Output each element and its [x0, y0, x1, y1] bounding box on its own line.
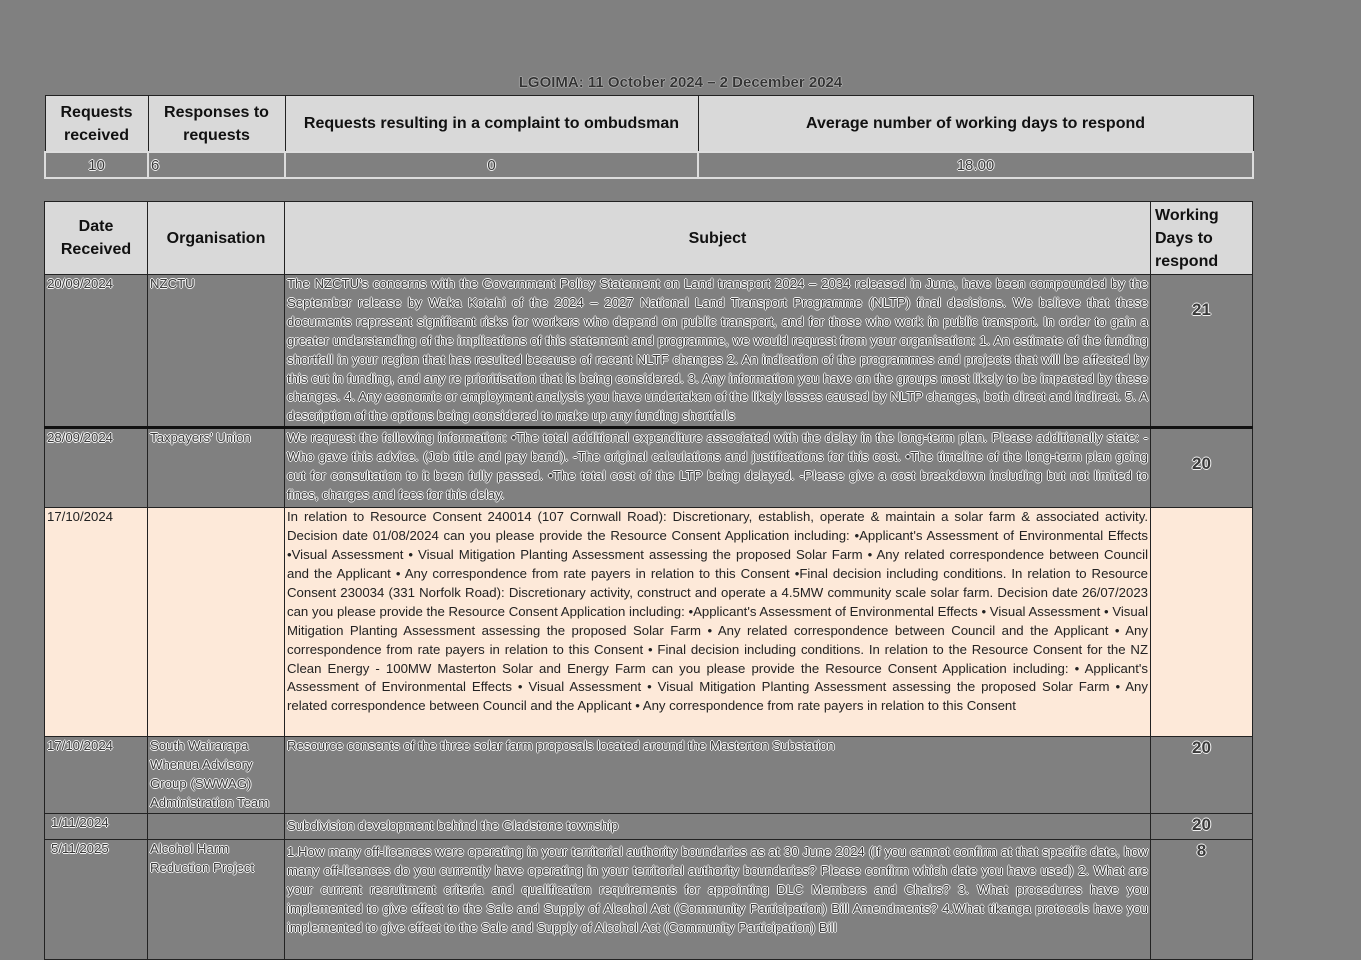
value-average-days: 18.00 — [698, 152, 1253, 178]
subject-cell: Resource consents of the three solar farm proposals located around the Masterton Substation — [285, 737, 1151, 814]
header-responses: Responses to requests — [148, 96, 285, 153]
header-organisation: Organisation — [148, 202, 285, 275]
working-days-cell: 20 — [1151, 737, 1253, 814]
date-cell: 1/11/2024 — [45, 813, 148, 839]
organisation-cell — [148, 508, 285, 737]
header-working-days: Working Days to respond — [1151, 202, 1253, 275]
organisation-cell: South Wairarapa Whenua Advisory Group (SWWAG) Administration Team — [148, 737, 285, 814]
table-row — [45, 839, 1253, 959]
table-row — [45, 275, 1253, 428]
table-row — [45, 813, 1253, 839]
subject-cell: 1.How many off-licences were operating in your territorial authority boundaries as at 30 June 2024 (If you cannot confirm at that specific date, how many off-licences do you currently have operating in your territorial authority boundaries? Please confirm which date you have used) 2. What are your current recruitment criteria and qualification requirements for appointing DLC Members and Chairs? 3. What procedures have you implemented to give effect to the Sale and Supply of Alcohol Act (Community Participation) Bill Amendments? 4.What tikanga protocols have you implemented to give effect to the Sale and Supply of Alcohol Act (Community Participation) Bill — [285, 839, 1151, 959]
header-average-days: Average number of working days to respond — [698, 96, 1253, 153]
date-cell: 17/10/2024 — [45, 737, 148, 814]
table-row — [45, 428, 1253, 508]
date-cell: 20/09/2024 — [45, 275, 148, 428]
organisation-cell: Alcohol Harm Reduction Project — [148, 839, 285, 959]
subject-cell: The NZCTU's concerns with the Government Policy Statement on Land transport 2024 – 2034 released in June, have been compounded by the September release by Waka Kotahi of the 2024 – 2027 National Land Transport Programme (NLTP) final decisions. We believe that these documents represent significant risks for workers who depend on public transport, and for those who work in public transport. In order to gain a greater understanding of the implications of this statement and programme, we would request from your organisation: 1. An estimate of the funding shortfall in your region that has resulted because of recent NLTF changes 2. An indication of the programmes and projects that will be affected by this cut in funding, and any re prioritisation that is being considered. 3. Any information you have on the groups most likely to be impacted by these changes. 4. Any economic or employment analysis you have undertaken of the likely losses caused by NLTP changes, both direct and indirect. 5. A description of the options being considered to make up any funding shortfalls — [285, 275, 1151, 428]
date-cell: 28/09/2024 — [45, 428, 148, 508]
report-title: LGOIMA: 11 October 2024 – 2 December 2024 — [518, 74, 843, 91]
value-responses: 6 — [148, 152, 285, 178]
organisation-cell: Taxpayers' Union — [148, 428, 285, 508]
working-days-cell — [1151, 508, 1253, 737]
subject-cell: Subdivision development behind the Gladstone township — [285, 813, 1151, 839]
working-days-cell: 20 — [1151, 428, 1253, 508]
table-header-row — [45, 202, 1253, 275]
header-requests-received: Requests received — [45, 96, 148, 153]
header-subject: Subject — [285, 202, 1151, 275]
value-requests-received: 10 — [45, 152, 148, 178]
date-cell: 5/11/2025 — [45, 839, 148, 959]
header-ombudsman-complaints: Requests resulting in a complaint to ombudsman — [285, 96, 698, 153]
summary-table — [44, 95, 1254, 179]
working-days-cell: 20 — [1151, 813, 1253, 839]
summary-values-row — [45, 152, 1253, 178]
working-days-cell: 21 — [1151, 275, 1253, 428]
organisation-cell — [148, 813, 285, 839]
table-row-highlighted — [45, 508, 1253, 737]
header-date-received: Date Received — [45, 202, 148, 275]
date-cell: 17/10/2024 — [45, 508, 148, 737]
organisation-cell: NZCTU — [148, 275, 285, 428]
working-days-cell: 8 — [1151, 839, 1253, 959]
value-ombudsman-complaints: 0 — [285, 152, 698, 178]
subject-cell: We request the following information: •The total additional expenditure associated with the delay in the long-term plan. Please additionally state: -Who gave this advice. (Job title and pay band). -The original calculations and justifications for this cost. •The timeline of the long-term plan going out for consultation to it been fully passed. •The total cost of the LTP being delayed. -Please give a cost breakdown including but not limited to fines, charges and fees for this delay. — [285, 428, 1151, 508]
summary-header-row — [45, 96, 1253, 153]
requests-table — [44, 201, 1253, 960]
subject-cell: In relation to Resource Consent 240014 (107 Cornwall Road): Discretionary, establish, operate & maintain a solar farm & associated activity. Decision date 01/08/2024 can you please provide the Resource Consent Application including: •Applicant's Assessment of Environmental Effects •Visual Assessment • Visual Mitigation Planting Assessment assessing the proposed Solar Farm • Any related correspondence between Council and the Applicant • Any correspondence from rate payers in relation to this Consent •Final decision including conditions. In relation to Resource Consent 230034 (331 Norfolk Road): Discretionary activity, construct and operate a 4.5MW community scale solar farm. Decision date 26/07/2023 can you please provide the Resource Consent Application including: •Applicant's Assessment of Environmental Effects • Visual Assessment • Visual Mitigation Planting Assessment assessing the proposed Solar Farm • Any related correspondence between Council and the Applicant • Any correspondence from rate payers in relation to this Consent • Final decision including conditions. In relation to the Resource Consent for the NZ Clean Energy - 100MW Masterton Solar and Energy Farm can you please provide the Resource Consent Application including: • Applicant's Assessment of Environmental Effects • Visual Assessment • Visual Mitigation Planting Assessment assessing the proposed Solar Farm • Any related correspondence between Council and the Applicant • Any correspondence from rate payers in relation to this Consent — [285, 508, 1151, 737]
table-row — [45, 737, 1253, 814]
